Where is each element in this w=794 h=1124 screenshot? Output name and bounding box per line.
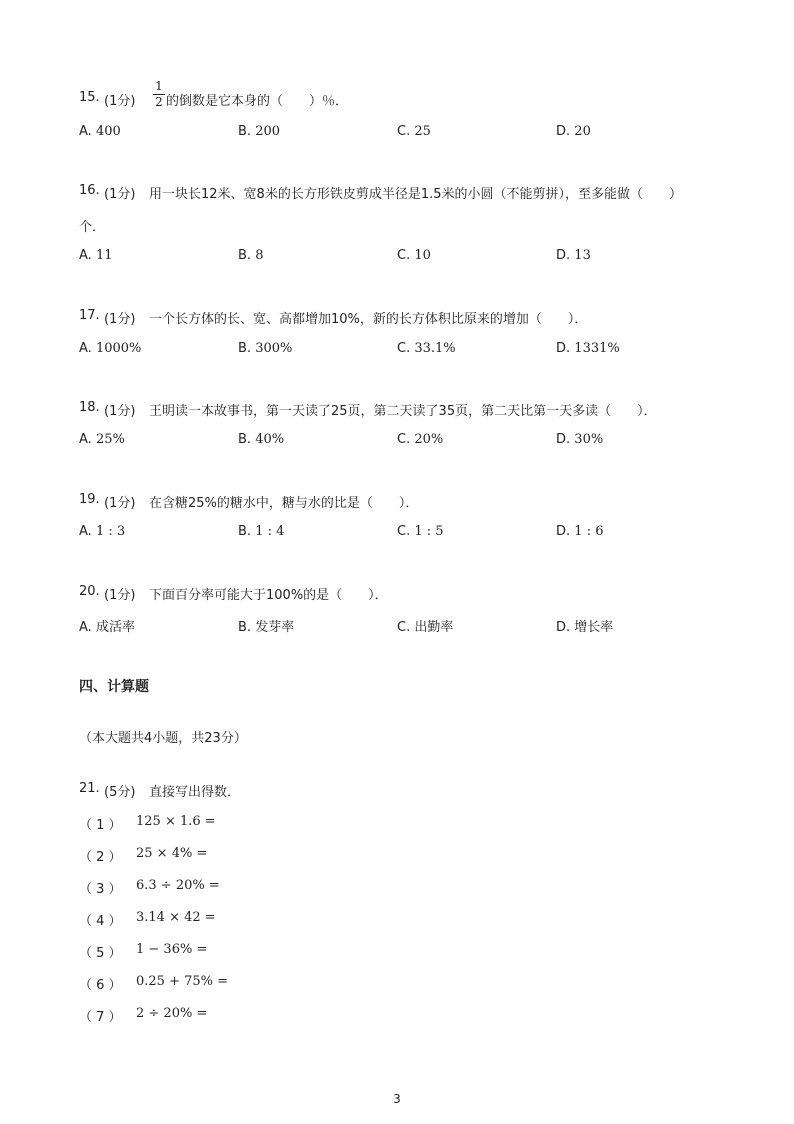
option-b[interactable] xyxy=(238,341,292,356)
option-text: 13 xyxy=(574,248,591,263)
option-d[interactable] xyxy=(556,341,620,356)
calc-item-expr: 2 ÷ 20% = xyxy=(136,1006,208,1021)
calc-item-expr: 6.3 ÷ 20% = xyxy=(136,878,220,893)
question-number: 17. xyxy=(79,308,100,323)
option-text: 20% xyxy=(414,432,444,447)
option-label: C. xyxy=(397,432,411,447)
section-note: （本大题共4小题，共23分） xyxy=(79,731,247,746)
option-d[interactable] xyxy=(556,616,613,635)
question-score: (1分) xyxy=(104,187,136,202)
question-text: 的倒数是它本身的（ ）％． xyxy=(166,94,349,109)
option-a[interactable] xyxy=(79,524,125,539)
question-number: 20. xyxy=(79,584,100,599)
option-d[interactable] xyxy=(556,248,591,263)
question-text: 下面百分率可能大于100%的是（ ）． xyxy=(149,588,388,603)
option-text: 10 xyxy=(414,248,431,263)
option-label: D. xyxy=(556,248,571,263)
option-label: D. xyxy=(556,620,571,635)
option-text: 发芽率 xyxy=(255,620,295,635)
calc-item-expr: 1 − 36% = xyxy=(136,942,208,957)
option-text: 11 xyxy=(95,248,113,263)
section-title: 四、计算题 xyxy=(79,679,149,695)
question-text: 一个长方体的长、宽、高都增加10%，新的长方体积比原来的增加（ ）． xyxy=(149,312,588,327)
question-score: (1分) xyxy=(104,312,136,327)
option-label: C. xyxy=(397,524,411,539)
question-number: 19. xyxy=(79,492,100,507)
question-score: (1分) xyxy=(104,588,136,603)
option-text: 400 xyxy=(95,124,121,139)
calc-item-label: （ 4 ） xyxy=(79,914,122,929)
option-a[interactable] xyxy=(79,248,112,263)
calc-item-expr: 125 × 1.6 = xyxy=(136,814,216,829)
option-label: A. xyxy=(79,341,92,356)
option-text: 1 : 5 xyxy=(414,524,444,539)
option-text: 成活率 xyxy=(95,620,135,635)
question-score: (5分) xyxy=(104,785,136,800)
option-text: 1 : 4 xyxy=(255,524,285,539)
option-d[interactable] xyxy=(556,524,603,539)
option-d[interactable] xyxy=(556,432,603,447)
question-number: 15. xyxy=(79,90,100,105)
option-label: A. xyxy=(79,620,92,635)
option-text: 8 xyxy=(255,248,264,263)
option-c[interactable] xyxy=(397,124,431,139)
option-c[interactable] xyxy=(397,524,444,539)
option-text: 33.1% xyxy=(414,341,456,356)
calc-item-label: （ 5 ） xyxy=(79,946,122,961)
option-label: B. xyxy=(238,341,252,356)
option-label: C. xyxy=(397,248,411,263)
option-text: 20 xyxy=(574,124,591,139)
question-text: 直接写出得数． xyxy=(149,785,241,800)
option-text: 200 xyxy=(255,124,281,139)
question-text: 在含糖25%的糖水中，糖与水的比是（ ）． xyxy=(149,496,419,511)
option-label: B. xyxy=(238,524,252,539)
calc-item-label: （ 7 ） xyxy=(79,1010,122,1025)
option-a[interactable] xyxy=(79,432,125,447)
question-text: 王明读一本故事书，第一天读了25页，第二天读了35页，第二天比第一天多读（ ）． xyxy=(149,404,657,419)
option-label: A. xyxy=(79,524,92,539)
option-label: D. xyxy=(556,341,571,356)
option-label: C. xyxy=(397,620,411,635)
calc-item-expr: 0.25 + 75% = xyxy=(136,974,229,989)
fraction-one-half xyxy=(153,80,165,109)
option-text: 25% xyxy=(95,432,125,447)
option-label: A. xyxy=(79,432,92,447)
question-score: (1分) xyxy=(104,496,136,511)
question-text: 用一块长12米、宽8米的长方形铁皮剪成半径是1.5米的小圆（不能剪拼），至多能做（ ） xyxy=(149,187,682,202)
option-label: A. xyxy=(79,124,92,139)
calc-item-label: （ 1 ） xyxy=(79,818,122,833)
fraction-numerator: 1 xyxy=(155,79,163,93)
fraction-denominator: 2 xyxy=(155,95,163,109)
option-b[interactable] xyxy=(238,248,263,263)
option-text: 1 : 6 xyxy=(574,524,604,539)
option-label: C. xyxy=(397,341,411,356)
option-label: B. xyxy=(238,432,252,447)
option-c[interactable] xyxy=(397,341,456,356)
option-text: 1331% xyxy=(574,341,620,356)
option-label: D. xyxy=(556,524,571,539)
option-label: B. xyxy=(238,620,252,635)
option-d[interactable] xyxy=(556,124,591,139)
option-text: 1000% xyxy=(95,341,142,356)
calc-item-expr: 25 × 4% = xyxy=(136,846,208,861)
option-a[interactable] xyxy=(79,341,141,356)
option-b[interactable] xyxy=(238,524,284,539)
calc-item-label: （ 6 ） xyxy=(79,978,122,993)
question-number: 21. xyxy=(79,781,100,796)
option-text: 30% xyxy=(574,432,604,447)
option-a[interactable] xyxy=(79,124,121,139)
option-text: 40% xyxy=(255,432,285,447)
option-text: 出勤率 xyxy=(414,620,454,635)
option-b[interactable] xyxy=(238,432,284,447)
option-c[interactable] xyxy=(397,248,431,263)
option-c[interactable] xyxy=(397,432,443,447)
option-label: D. xyxy=(556,432,571,447)
question-score: (1分) xyxy=(104,94,136,109)
calc-item-label: （ 2 ） xyxy=(79,850,122,865)
option-text: 300% xyxy=(255,341,293,356)
page-number: 3 xyxy=(393,1092,401,1106)
option-text: 25 xyxy=(414,124,431,139)
calc-item-expr: 3.14 × 42 = xyxy=(136,910,216,925)
option-b[interactable] xyxy=(238,124,280,139)
option-text: 1 : 3 xyxy=(95,524,126,539)
calc-item-label: （ 3 ） xyxy=(79,882,122,897)
question-text-continued: 个． xyxy=(79,220,106,235)
question-number: 16. xyxy=(79,183,100,198)
question-number: 18. xyxy=(79,400,100,415)
option-a[interactable] xyxy=(79,616,135,635)
option-b[interactable] xyxy=(238,616,294,635)
option-label: B. xyxy=(238,124,252,139)
option-text: 增长率 xyxy=(574,620,614,635)
question-score: (1分) xyxy=(104,404,136,419)
option-label: D. xyxy=(556,124,571,139)
option-label: A. xyxy=(79,248,92,263)
option-c[interactable] xyxy=(397,616,453,635)
option-label: C. xyxy=(397,124,411,139)
option-label: B. xyxy=(238,248,252,263)
